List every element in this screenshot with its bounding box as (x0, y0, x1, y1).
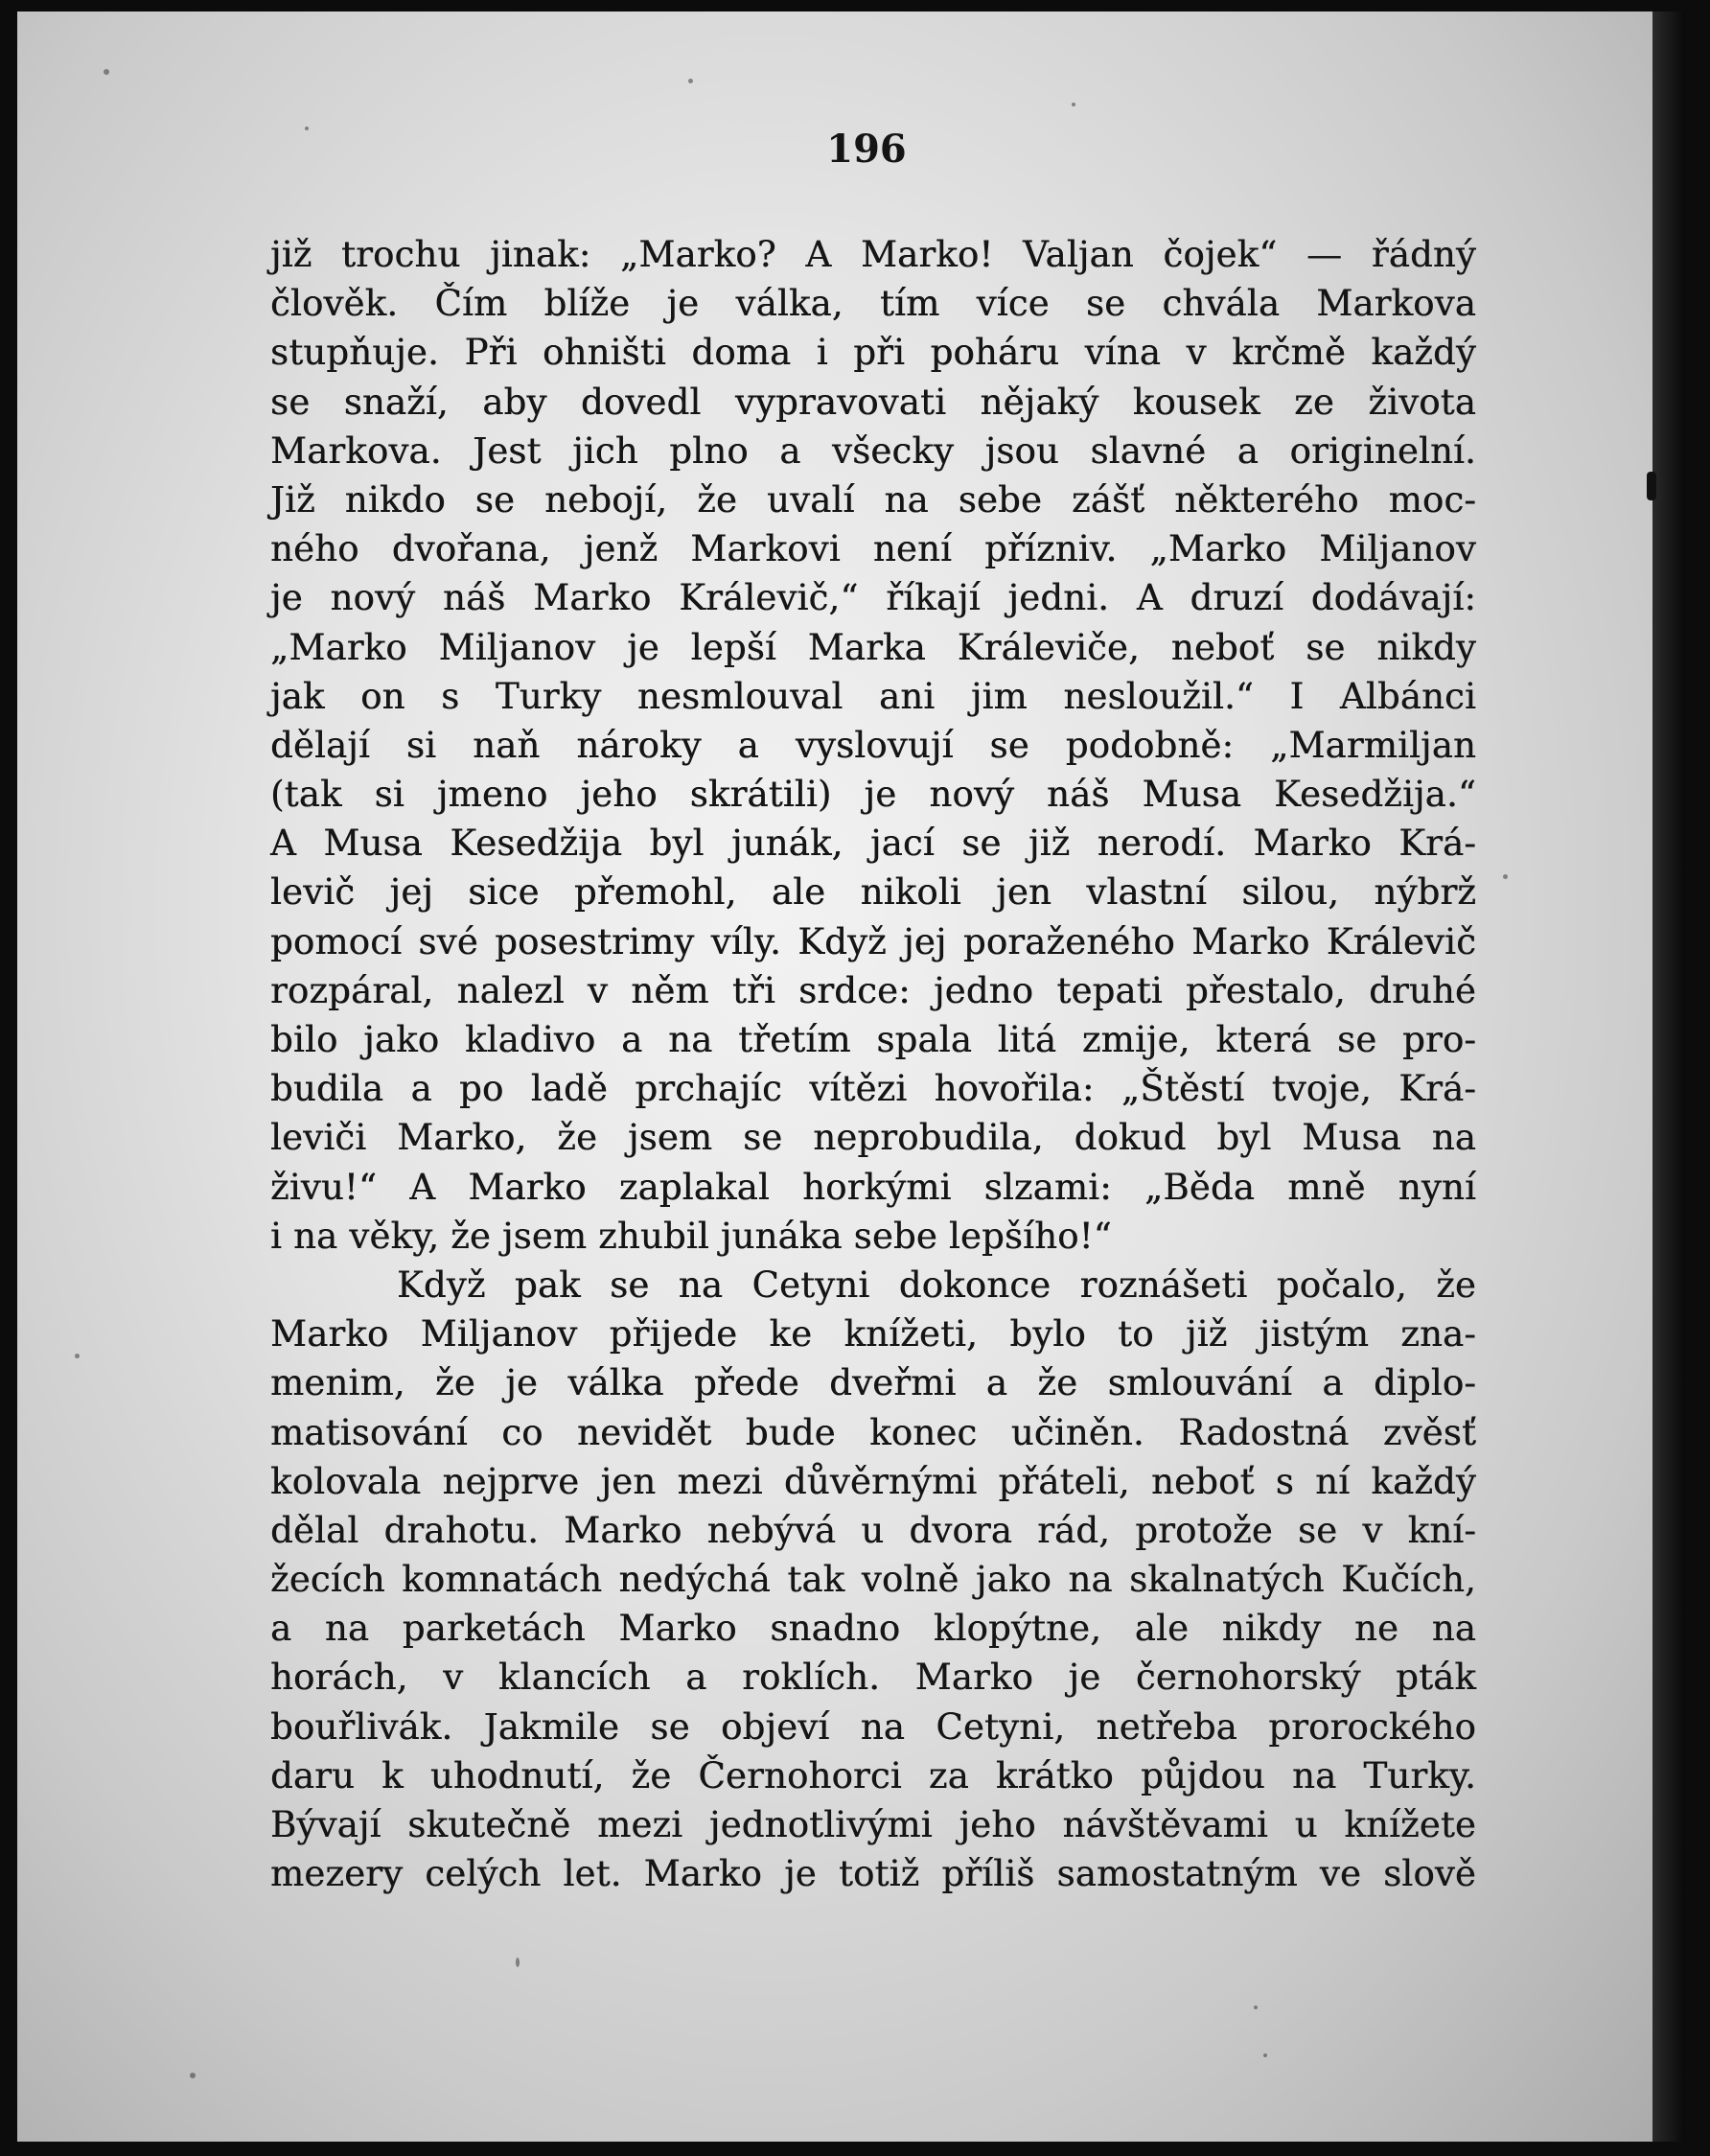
text-line: horách, v klancích a roklích. Marko je černohorský pták (270, 1657, 1476, 1699)
text-line: již trochu jinak: „Marko? A Marko! Valjan čojek“ — řádný (270, 234, 1476, 275)
text-line: žecích komnatách nedýchá tak volně jako na skalnatých Kučích, (270, 1559, 1476, 1601)
paper-speck (1072, 103, 1075, 106)
text-line: leviči Marko, že jsem se neprobudila, dokud byl Musa na (270, 1117, 1476, 1159)
paper-speck (1263, 2053, 1267, 2057)
text-line: stupňuje. Při ohništi doma i při poháru vína v krčmě každý (270, 332, 1476, 374)
text-line: živu!“ A Marko zaplakal horkými slzami: „Běda mně nyní (270, 1166, 1476, 1208)
page-edge-mark (1647, 472, 1656, 500)
text-line: A Musa Kesedžija byl junák, jací se již nerodí. Marko Krá- (270, 823, 1476, 865)
text-line: dělají si naň nároky a vyslovují se podobně: „Marmiljan (270, 724, 1476, 766)
text-line: Markova. Jest jich plno a všecky jsou slavné a originelní. (270, 429, 1476, 472)
body-text (270, 230, 1476, 1898)
text-line: a na parketách Marko snadno klopýtne, ale nikdy ne na (270, 1608, 1476, 1650)
text-line: je nový náš Marko Králevič,“ říkají jedni. A druzí dodávají: (270, 577, 1476, 619)
text-line: bouřlivák. Jakmile se objeví na Cetyni, netřeba prorockého (270, 1705, 1476, 1748)
text-line: i na věky, že jsem zhubil junáka sebe lepšího!“ (270, 1215, 1112, 1257)
text-line: Když pak se na Cetyni dokonce roznášeti počalo, že (397, 1263, 1476, 1306)
paper-speck (1254, 2005, 1258, 2009)
text-line: budila a po ladě prchajíc vítězi hovořila: „Štěstí tvoje, Krá- (270, 1068, 1476, 1110)
text-line: levič jej sice přemohl, ale nikoli jen vlastní silou, nýbrž (270, 871, 1476, 914)
text-line: pomocí své posestrimy víly. Když jej poraženého Marko Králevič (270, 920, 1476, 962)
paper-speck (516, 1958, 520, 1967)
paper-speck (190, 2073, 196, 2078)
paper-speck (688, 79, 693, 83)
text-line: „Marko Miljanov je lepší Marka Králeviče, neboť se nikdy (270, 626, 1476, 668)
text-line: daru k uhodnutí, že Černohorci za krátko půjdou na Turky. (270, 1754, 1476, 1797)
page-number: 196 (826, 127, 907, 172)
page-edge-shadow (1652, 12, 1685, 2142)
text-line: mezery celých let. Marko je totiž příliš samostatným ve slově (270, 1853, 1476, 1895)
text-line: bilo jako kladivo a na třetím spala litá zmije, která se pro- (270, 1019, 1476, 1060)
text-line: (tak si jmeno jeho skrátili) je nový náš Musa Kesedžija.“ (270, 774, 1476, 816)
paper-speck (104, 69, 109, 75)
text-line: Již nikdo se nebojí, že uvalí na sebe zášť některého moc- (270, 478, 1476, 521)
text-line: člověk. Čím blíže je válka, tím více se chvála Markova (270, 283, 1476, 325)
text-line: rozpáral, nalezl v něm tři srdce: jedno tepati přestalo, druhé (270, 969, 1476, 1011)
text-line: menim, že je válka přede dveřmi a že smlouvání a diplo- (270, 1362, 1476, 1404)
text-line: matisování co nevidět bude konec učiněn. Radostná zvěsť (270, 1411, 1476, 1453)
text-line: kolovala nejprve jen mezi důvěrnými přáteli, neboť s ní každý (270, 1460, 1476, 1502)
text-line: ného dvořana, jenž Markovi není přízniv. „Marko Miljanov (270, 528, 1476, 570)
text-line: dělal drahotu. Marko nebývá u dvora rád, protože se v kní- (270, 1509, 1476, 1551)
text-line: Bývají skutečně mezi jednotlivými jeho návštěvami u knížete (270, 1804, 1476, 1845)
text-line: jak on s Turky nesmlouval ani jim nesloužil.“ I Albánci (270, 675, 1476, 717)
paper-speck (1503, 874, 1508, 879)
text-line: se snaží, aby dovedl vypravovati nějaký kousek ze života (270, 381, 1476, 423)
paper-speck (75, 1354, 80, 1358)
text-line: Marko Miljanov přijede ke knížeti, bylo to již jistým zna- (270, 1313, 1476, 1356)
